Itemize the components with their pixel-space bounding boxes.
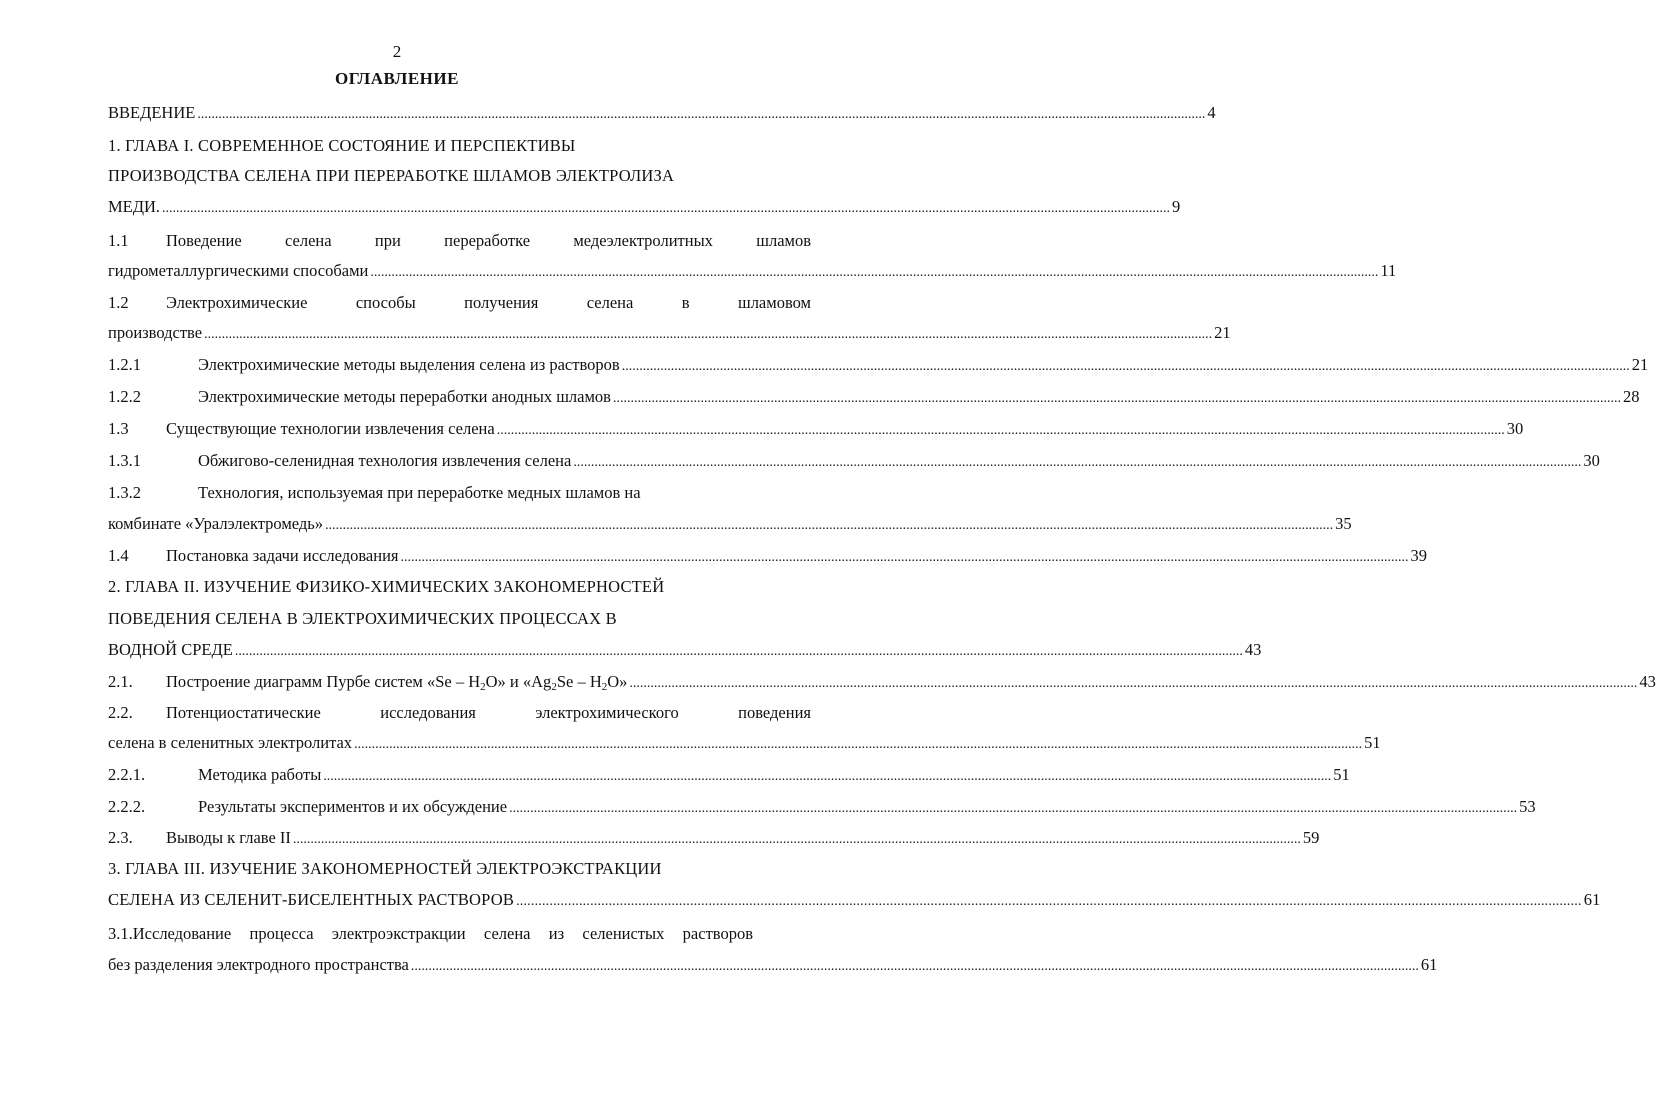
toc-entry-intro[interactable] — [108, 100, 1216, 126]
toc-entry-text: Выводы к главе II — [166, 828, 291, 847]
section-number: 2.3. — [108, 828, 133, 847]
toc-entry-1-2-1[interactable] — [108, 352, 1649, 378]
toc-page-number: 51 — [1364, 733, 1381, 752]
toc-entry-1-2-2[interactable] — [108, 384, 1640, 410]
toc-chapter-2-line-3[interactable] — [108, 637, 1262, 663]
toc-entry-text: СЕЛЕНА ИЗ СЕЛЕНИТ-БИСЕЛЕНТНЫХ РАСТВОРОВ — [108, 890, 515, 909]
dot-leader — [293, 827, 1301, 853]
section-number: 1.3.2 — [108, 483, 141, 502]
section-number: 1.4 — [108, 546, 129, 565]
toc-entry-1-1[interactable] — [108, 228, 811, 254]
toc-chapter-1-line-1[interactable]: 1. ГЛАВА I. СОВРЕМЕННОЕ СОСТОЯНИЕ И ПЕРСПЕКТИВЫ — [108, 136, 576, 155]
toc-entry-1-1-cont[interactable] — [108, 258, 1397, 284]
toc-entry-1-3-2[interactable] — [108, 480, 843, 506]
toc-page-number: 28 — [1622, 387, 1640, 406]
toc-entry-text: селена в селенитных электролитах — [108, 733, 353, 752]
dot-leader — [622, 354, 1630, 380]
dot-leader — [509, 796, 1517, 822]
toc-entry-text: Электрохимические методы переработки анодных шламов — [198, 387, 611, 406]
toc-entry-text: гидрометаллургическими способами — [108, 261, 369, 280]
dot-leader — [354, 732, 1362, 758]
toc-entry-text: комбинате «Уралэлектромедь» — [108, 514, 324, 533]
toc-entry-text: Существующие технологии извлечения селена — [166, 419, 495, 438]
dot-leader — [323, 764, 1331, 790]
toc-entry-text: без разделения электродного пространства — [108, 955, 409, 974]
toc-entry-text: Электрохимические методы выделения селена из растворов — [198, 355, 620, 374]
toc-entry-text: ВВЕДЕНИЕ — [108, 103, 196, 122]
dot-leader — [162, 196, 1170, 222]
dot-leader — [370, 260, 1378, 286]
dot-leader — [204, 322, 1212, 348]
toc-chapter-2-line-1[interactable]: 2. ГЛАВА II. ИЗУЧЕНИЕ ФИЗИКО-ХИМИЧЕСКИХ ЗАКОНОМЕРНОСТЕЙ — [108, 577, 665, 596]
toc-entry-text: Электрохимические способы получения селена в шламовом — [166, 293, 811, 312]
toc-page-number: 51 — [1333, 765, 1350, 784]
toc-page-number: 59 — [1302, 828, 1320, 847]
toc-entry-text: Потенциостатические исследования электрохимического поведения — [166, 703, 811, 722]
toc-chapter-1-line-2[interactable]: ПРОИЗВОДСТВА СЕЛЕНА ПРИ ПЕРЕРАБОТКЕ ШЛАМОВ ЭЛЕКТРОЛИЗА — [108, 166, 675, 185]
section-number: 1.3.1 — [108, 451, 141, 470]
dot-leader — [411, 954, 1419, 980]
dot-leader — [235, 639, 1243, 665]
section-number: 1.2 — [108, 293, 129, 312]
dot-leader — [400, 545, 1408, 571]
toc-entry-1-4[interactable] — [108, 543, 1427, 569]
toc-page-number: 21 — [1214, 323, 1231, 342]
toc-chapter-2-line-2[interactable]: ПОВЕДЕНИЯ СЕЛЕНА В ЭЛЕКТРОХИМИЧЕСКИХ ПРОЦЕССАХ В — [108, 609, 617, 628]
toc-entry-2-1[interactable] — [108, 669, 1656, 695]
dot-leader — [197, 102, 1205, 128]
dot-leader — [497, 418, 1505, 444]
toc-entry-text: Технология, используемая при переработке медных шламов на — [198, 483, 641, 502]
toc-entry-text: ВОДНОЙ СРЕДЕ — [108, 640, 233, 659]
section-number: 2.2. — [108, 703, 133, 722]
toc-page-number: 30 — [1506, 419, 1524, 438]
section-number: 2.2.2. — [108, 797, 146, 816]
toc-entry-text: Обжигово-селенидная технология извлечения селена — [198, 451, 572, 470]
toc-entry-2-2-cont[interactable] — [108, 730, 1381, 756]
dot-leader — [516, 889, 1582, 915]
toc-page-number: 11 — [1380, 261, 1397, 280]
toc-entry-text: Постановка задачи исследования — [166, 546, 399, 565]
toc-entry-3-1[interactable]: 3.1.Исследование процесса электроэкстракции селена из селенистых растворов — [108, 924, 753, 943]
toc-entry-text: Методика работы — [198, 765, 322, 784]
dot-leader — [629, 671, 1637, 697]
toc-page-number: 30 — [1583, 451, 1600, 470]
toc-page-number: 43 — [1244, 640, 1262, 659]
toc-chapter-3-line-1[interactable]: 3. ГЛАВА III. ИЗУЧЕНИЕ ЗАКОНОМЕРНОСТЕЙ ЭЛЕКТРОЭКСТРАКЦИИ — [108, 859, 662, 878]
toc-entry-text: Поведение селена при переработке медеэлектролитных шламов — [166, 231, 811, 250]
section-number: 1.1 — [108, 231, 129, 250]
toc-chapter-1-line-3[interactable] — [108, 194, 1181, 220]
toc-page-number: 39 — [1410, 546, 1427, 565]
page-title: ОГЛАВЛЕНИЕ — [335, 69, 459, 88]
section-number: 1.2.1 — [108, 355, 141, 374]
toc-entry-2-2[interactable] — [108, 700, 811, 726]
page-number: 2 — [392, 42, 402, 61]
toc-page-number: 61 — [1583, 890, 1601, 909]
toc-entry-1-3-1[interactable] — [108, 448, 1600, 474]
toc-entry-2-2-1[interactable] — [108, 762, 1350, 788]
toc-entry-text: производстве — [108, 323, 203, 342]
section-number: 1.2.2 — [108, 387, 141, 406]
toc-page-number: 43 — [1639, 672, 1656, 691]
toc-page-number: 53 — [1519, 797, 1536, 816]
toc-entry-1-3[interactable] — [108, 416, 1524, 442]
toc-chapter-3-line-2[interactable] — [108, 887, 1601, 913]
toc-entry-text: Результаты экспериментов и их обсуждение — [198, 797, 508, 816]
toc-entry-1-2-cont[interactable] — [108, 320, 1231, 346]
section-number: 2.2.1. — [108, 765, 146, 784]
dot-leader — [573, 450, 1581, 476]
dot-leader — [613, 386, 1621, 412]
toc-entry-1-2[interactable] — [108, 290, 811, 316]
toc-page-number: 61 — [1420, 955, 1438, 974]
toc-entry-3-1-cont[interactable] — [108, 952, 1438, 978]
dot-leader — [325, 513, 1333, 539]
toc-entry-text: Построение диаграмм Пурбе систем «Se – $H_2O$» и «$Ag_2Se - H_2O$» — [166, 672, 628, 693]
toc-entry-1-3-2-cont[interactable] — [108, 511, 1352, 537]
toc-entry-2-3[interactable] — [108, 825, 1320, 851]
toc-page-number: 4 — [1207, 103, 1216, 122]
toc-entry-2-2-2[interactable] — [108, 794, 1536, 820]
section-number: 1.3 — [108, 419, 129, 438]
section-number: 2.1. — [108, 672, 133, 691]
toc-page-number: 9 — [1172, 197, 1181, 216]
toc-page-number: 35 — [1335, 514, 1352, 533]
toc-page-number: 21 — [1631, 355, 1649, 374]
toc-entry-text: МЕДИ. — [108, 197, 161, 216]
